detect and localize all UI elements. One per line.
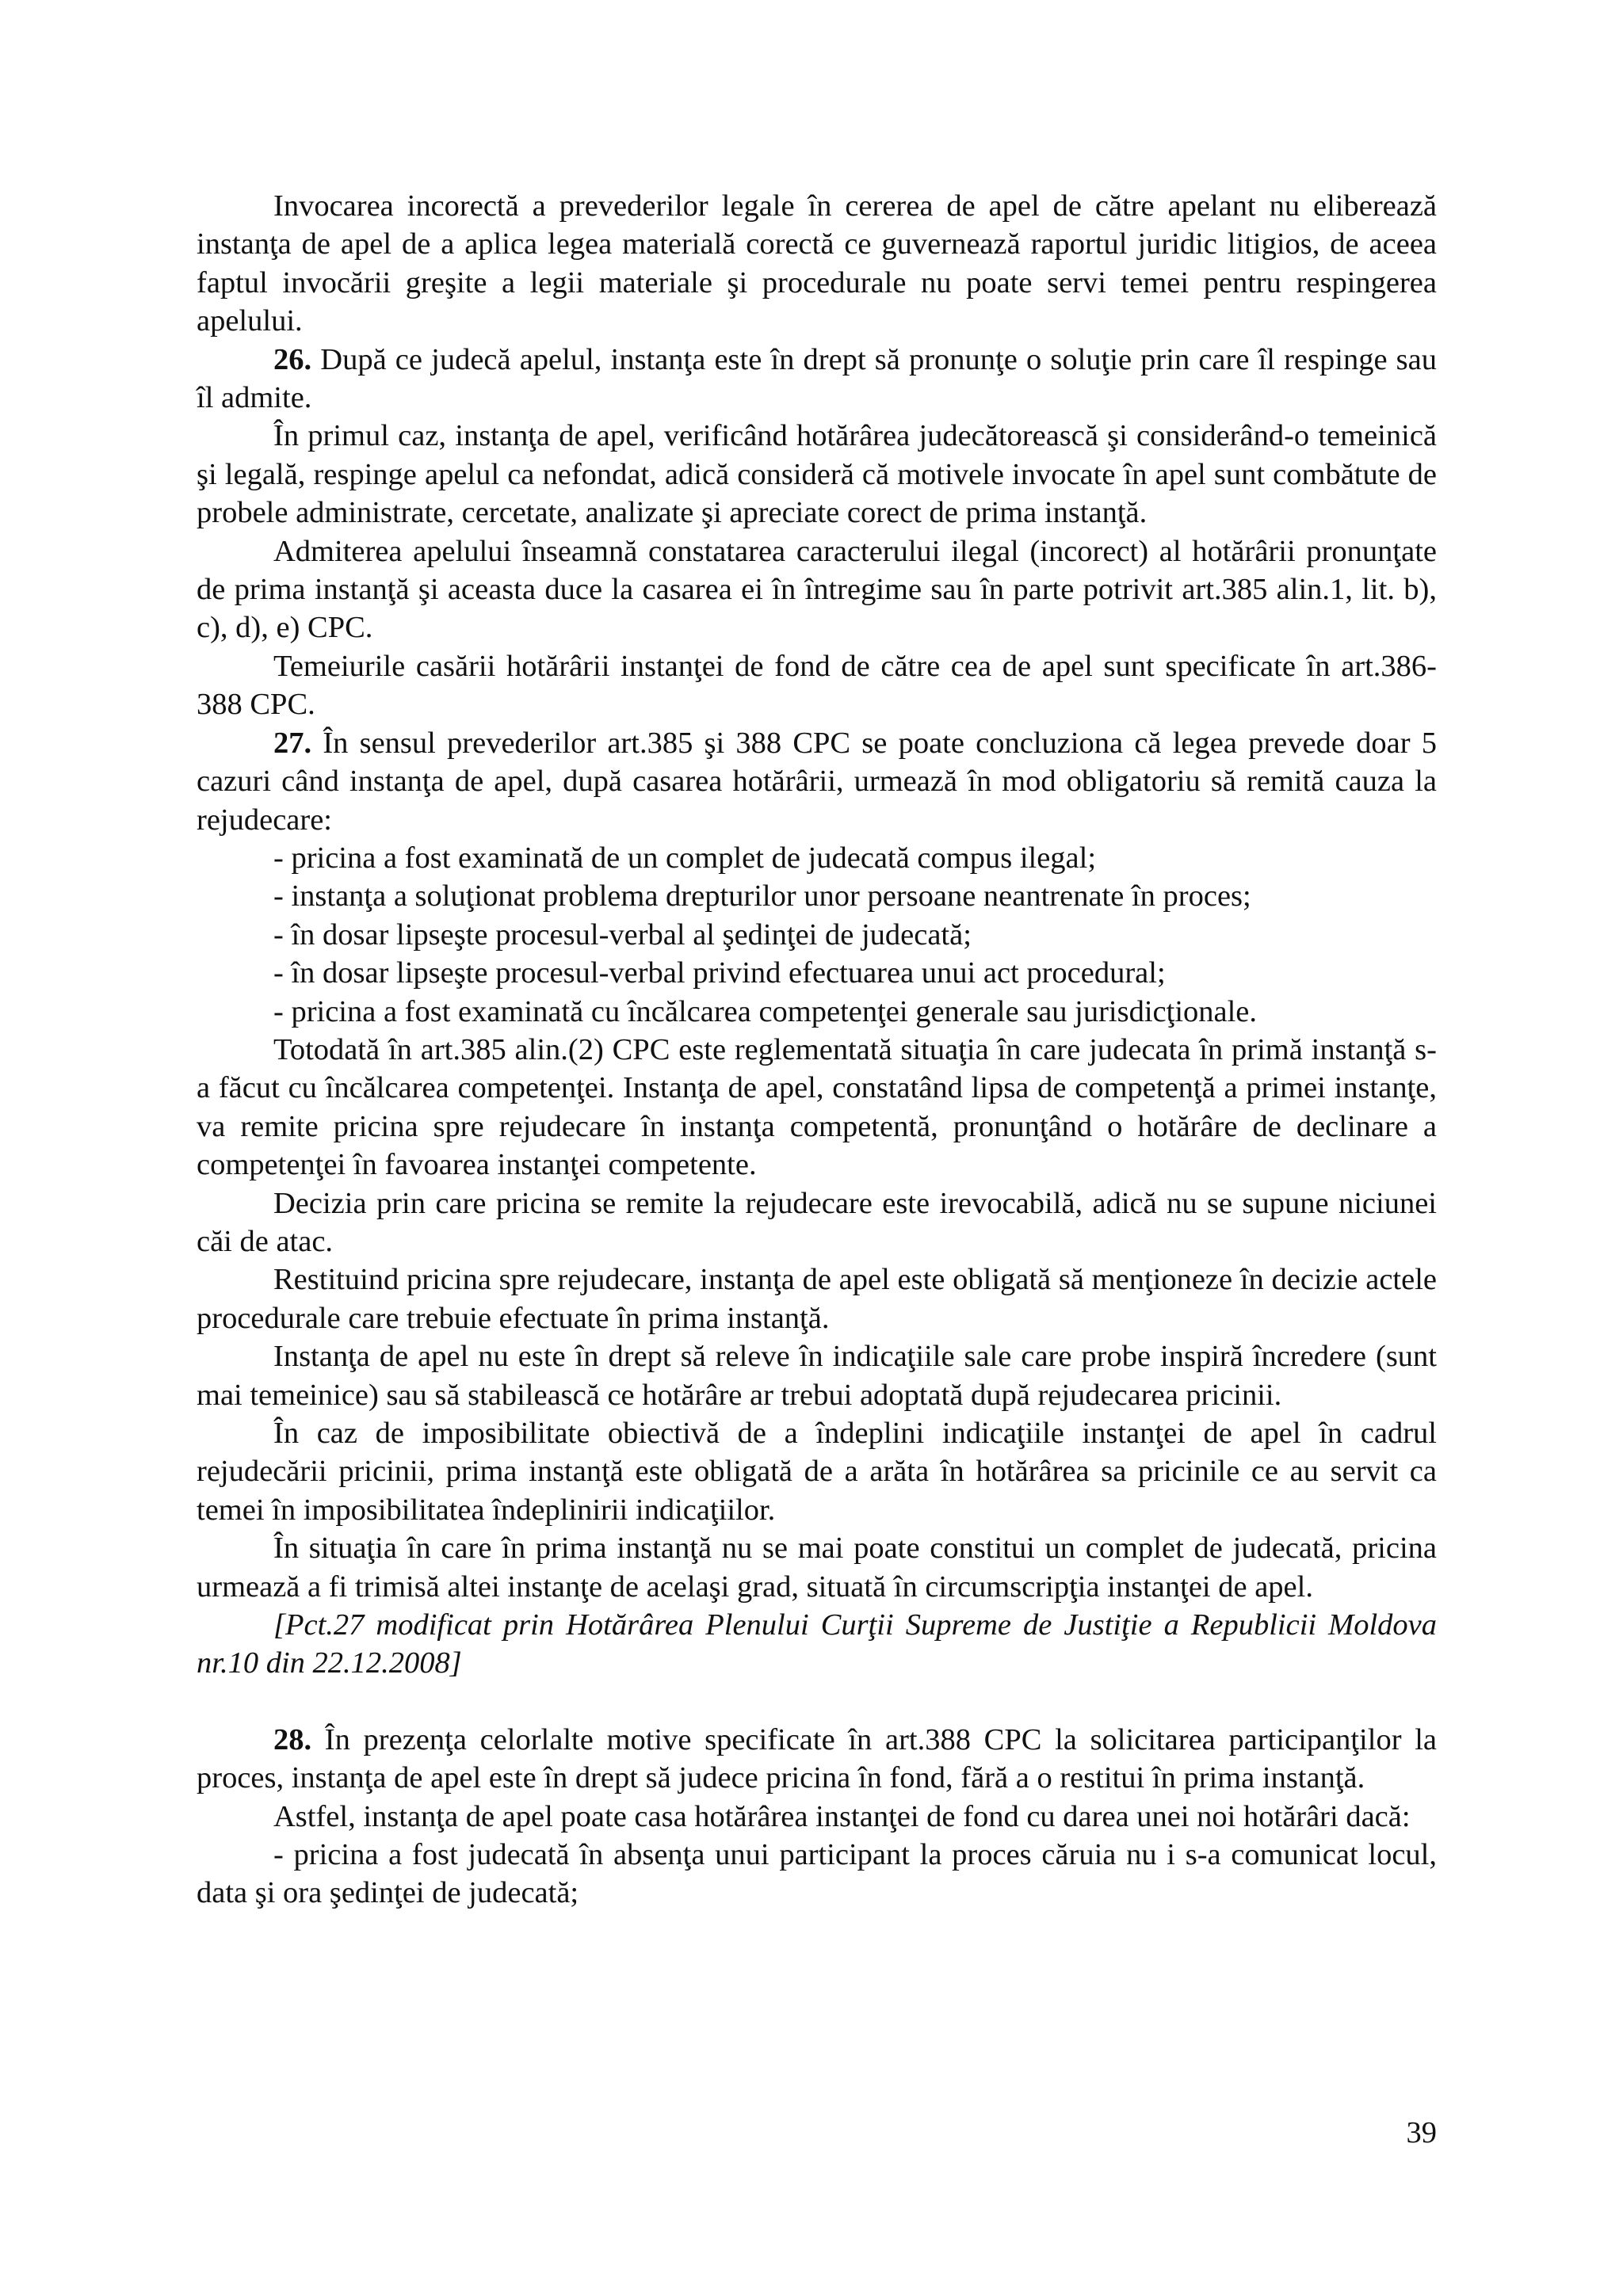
paragraph: Astfel, instanţa de apel poate casa hotărârea instanţei de fond cu darea unei noi hotărâri dacă: — [273, 1799, 1411, 1833]
paragraph: - pricina a fost judecată în absenţa unui participant la proces căruia nu i s-a comunicat locul, data şi ora şedinţei de judecată; — [197, 1838, 1437, 1910]
paragraph: Invocarea incorectă a prevederilor legale în cererea de apel de către apelant nu eliberează instanţa de apel de a aplica legea materială corectă ce guvernează raportul juridic litigios, de aceea faptul invocării greşite a legii materiale şi procedurale nu poate servi temei pentru respingerea apelului. — [197, 189, 1437, 338]
list-item: - în dosar lipseşte procesul-verbal privind efectuarea unui act procedural; — [273, 956, 1166, 990]
paragraph-27: 27. În sensul prevederilor art.385 şi 388 CPC se poate concluziona că legea prevede doar 5 cazuri când instanţa de apel, după casarea hotărârii, urmează în mod obligatoriu să remită cauza la rejudecare: — [197, 726, 1437, 837]
document-body — [197, 187, 1437, 1913]
paragraph: Decizia prin care pricina se remite la rejudecare este irevocabilă, adică nu se supune niciunei căi de atac. — [197, 1186, 1437, 1258]
point-number: 27. — [273, 726, 312, 760]
list-item: - instanţa a soluţionat problema drepturilor unor persoane neantrenate în proces; — [273, 879, 1251, 913]
point-number: 26. — [273, 342, 312, 376]
amendment-note: [Pct.27 modificat prin Hotărârea Plenului Curţii Supreme de Justiţie a Republicii Moldova nr.10 din 22.12.2008] — [197, 1608, 1437, 1680]
list-item: - în dosar lipseşte procesul-verbal al şedinţei de judecată; — [273, 917, 972, 952]
paragraph-26: 26. După ce judecă apelul, instanţa este în drept să pronunţe o soluţie prin care îl respinge sau îl admite. — [197, 342, 1437, 415]
paragraph: Restituind pricina spre rejudecare, instanţa de apel este obligată să menţioneze în decizie actele procedurale care trebuie efectuate în prima instanţă. — [197, 1263, 1437, 1335]
point-number: 28. — [273, 1722, 312, 1756]
paragraph: Admiterea apelului înseamnă constatarea caracterului ilegal (incorect) al hotărârii pronunţate de prima instanţă şi aceasta duce la casarea ei în întregime sau în parte potrivit art.385 alin.1, lit. b), c), d), e) CPC. — [197, 534, 1437, 645]
paragraph: Totodată în art.385 alin.(2) CPC este reglementată situaţia în care judecata în primă instanţă s-a făcut cu încălcarea competenţei. Instanţa de apel, constatând lipsa de competenţă a primei instanţe, va remite pricina spre rejudecare în instanţa competentă, pronunţând o hotărâre de declinare a competenţei în favoarea instanţei competente. — [197, 1032, 1437, 1182]
list-item: - pricina a fost examinată cu încălcarea competenţei generale sau jurisdicţionale. — [273, 994, 1258, 1028]
list-item: - pricina a fost examinată de un complet de judecată compus ilegal; — [273, 841, 1097, 875]
paragraph: Temeiurile casării hotărârii instanţei de fond de către cea de apel sunt specificate în art.386-388 CPC. — [197, 649, 1437, 722]
paragraph: În primul caz, instanţa de apel, verificând hotărârea judecătorească şi considerând-o temeinică şi legală, respinge apelul ca nefondat, adică consideră că motivele invocate în apel sunt combătute de probele administrate, cercetate, analizate şi apreciate corect de prima instanţă. — [197, 419, 1437, 530]
paragraph: Instanţa de apel nu este în drept să releve în indicaţiile sale care probe inspiră încredere (sunt mai temeinice) sau să stabilească ce hotărâre ar trebui adoptată după rejudecarea pricinii. — [197, 1340, 1437, 1412]
paragraph: În caz de imposibilitate obiectivă de a îndeplini indicaţiile instanţei de apel în cadrul rejudecării pricinii, prima instanţă este obligată de a arăta în hotărârea sa pricinile ce au servit ca temei în imposibilitatea îndeplinirii indicaţiilor. — [197, 1417, 1437, 1527]
paragraph: În situaţia în care în prima instanţă nu se mai poate constitui un complet de judecată, pricina urmează a fi trimisă altei instanţe de acelaşi grad, situată în circumscripţia instanţei de apel. — [197, 1531, 1437, 1604]
paragraph-28: 28. În prezenţa celorlalte motive specificate în art.388 CPC la solicitarea participanţilor la proces, instanţa de apel este în drept să judece pricina în fond, fără a o restitui în prima instanţă. — [197, 1722, 1437, 1795]
page-number: 39 — [1406, 2116, 1437, 2149]
